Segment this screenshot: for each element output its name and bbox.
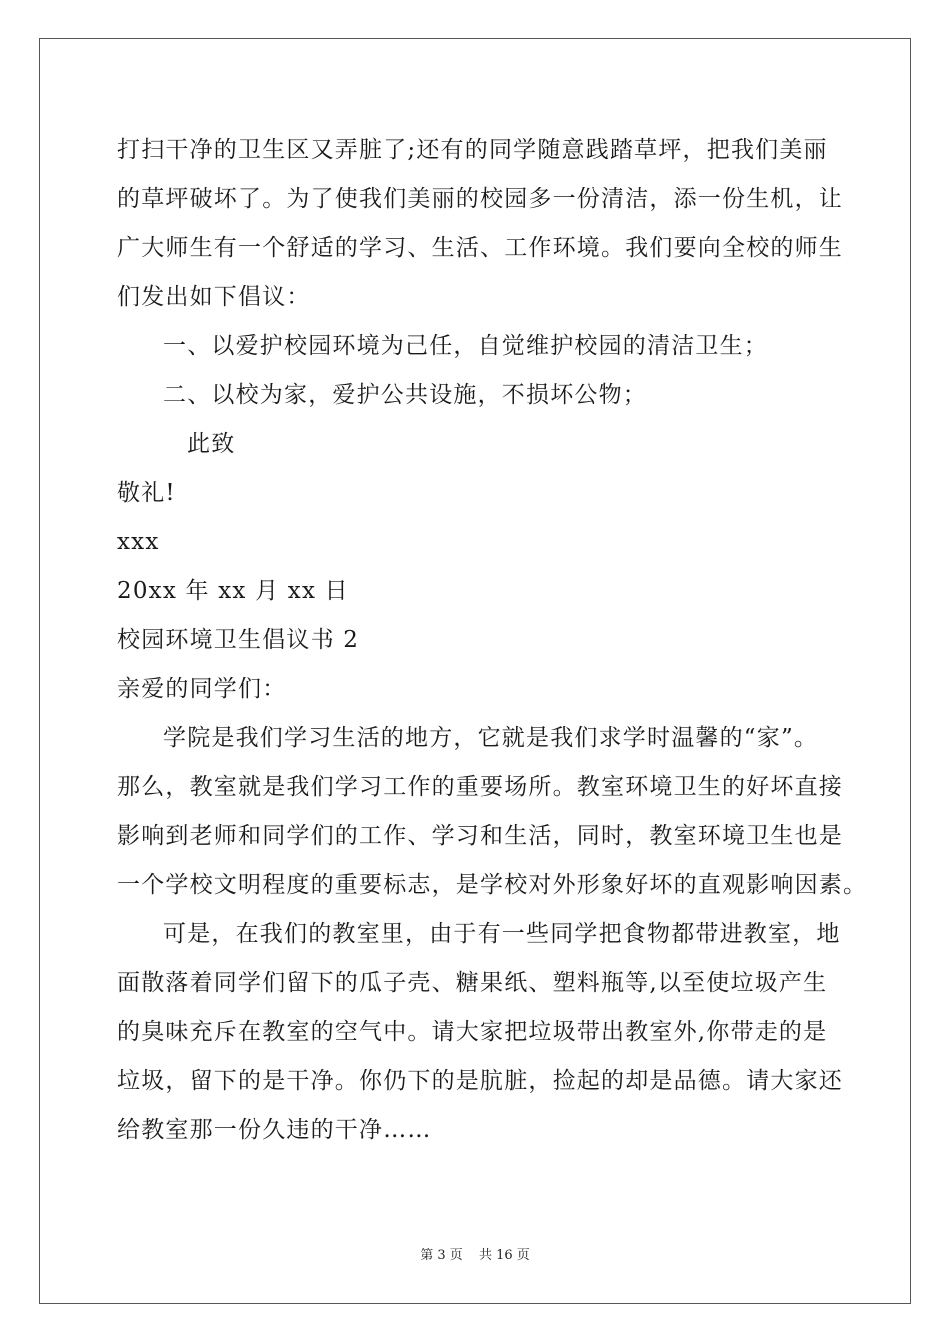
paragraph-line: 打扫干净的卫生区又弄脏了;还有的同学随意践踏草坪，把我们美丽	[117, 137, 828, 163]
proposal-item-2: 二、以校为家，爱护公共设施，不损坏公物；	[163, 382, 647, 408]
paragraph-line: 垃圾，留下的是干净。你仍下的是肮脏，捡起的却是品德。请大家还	[117, 1068, 843, 1094]
section-title: 校园环境卫生倡议书 2	[117, 627, 360, 653]
paragraph-line: 们发出如下倡议：	[117, 284, 311, 310]
greeting: 亲爱的同学们：	[117, 676, 287, 702]
page-number: 第 3 页	[420, 1248, 463, 1263]
paragraph-line: 面散落着同学们留下的瓜子壳、糖果纸、塑料瓶等,以至使垃圾产生	[117, 970, 828, 996]
paragraph-line: 广大师生有一个舒适的学习、生活、工作环境。我们要向全校的师生	[117, 235, 843, 261]
paragraph-line: 给教室那一份久违的干净……	[117, 1117, 432, 1143]
closing-regards: 敬礼!	[117, 480, 176, 506]
paragraph-line: 的草坪破坏了。为了使我们美丽的校园多一份清洁，添一份生机，让	[117, 186, 843, 212]
signature: xxx	[117, 529, 160, 555]
paragraph-line: 的臭味充斥在教室的空气中。请大家把垃圾带出教室外,你带走的是	[117, 1019, 828, 1045]
page-footer	[0, 1244, 950, 1263]
proposal-item-1: 一、以爱护校园环境为己任，自觉维护校园的清洁卫生；	[163, 333, 768, 359]
paragraph-line: 影响到老师和同学们的工作、学习和生活，同时，教室环境卫生也是	[117, 823, 843, 849]
page-total: 共 16 页	[478, 1248, 530, 1263]
closing-salutation: 此致	[187, 431, 236, 457]
document-body	[117, 126, 868, 1155]
paragraph-line: 可是，在我们的教室里，由于有一些同学把食物都带进教室，地	[163, 921, 841, 947]
paragraph-line: 那么，教室就是我们学习工作的重要场所。教室环境卫生的好坏直接	[117, 774, 843, 800]
paragraph-line: 学院是我们学习生活的地方，它就是我们求学时温馨的“家”。	[163, 725, 819, 751]
date-line: 20xx 年 xx 月 xx 日	[117, 578, 349, 604]
paragraph-line: 一个学校文明程度的重要标志，是学校对外形象好坏的直观影响因素。	[117, 872, 868, 898]
